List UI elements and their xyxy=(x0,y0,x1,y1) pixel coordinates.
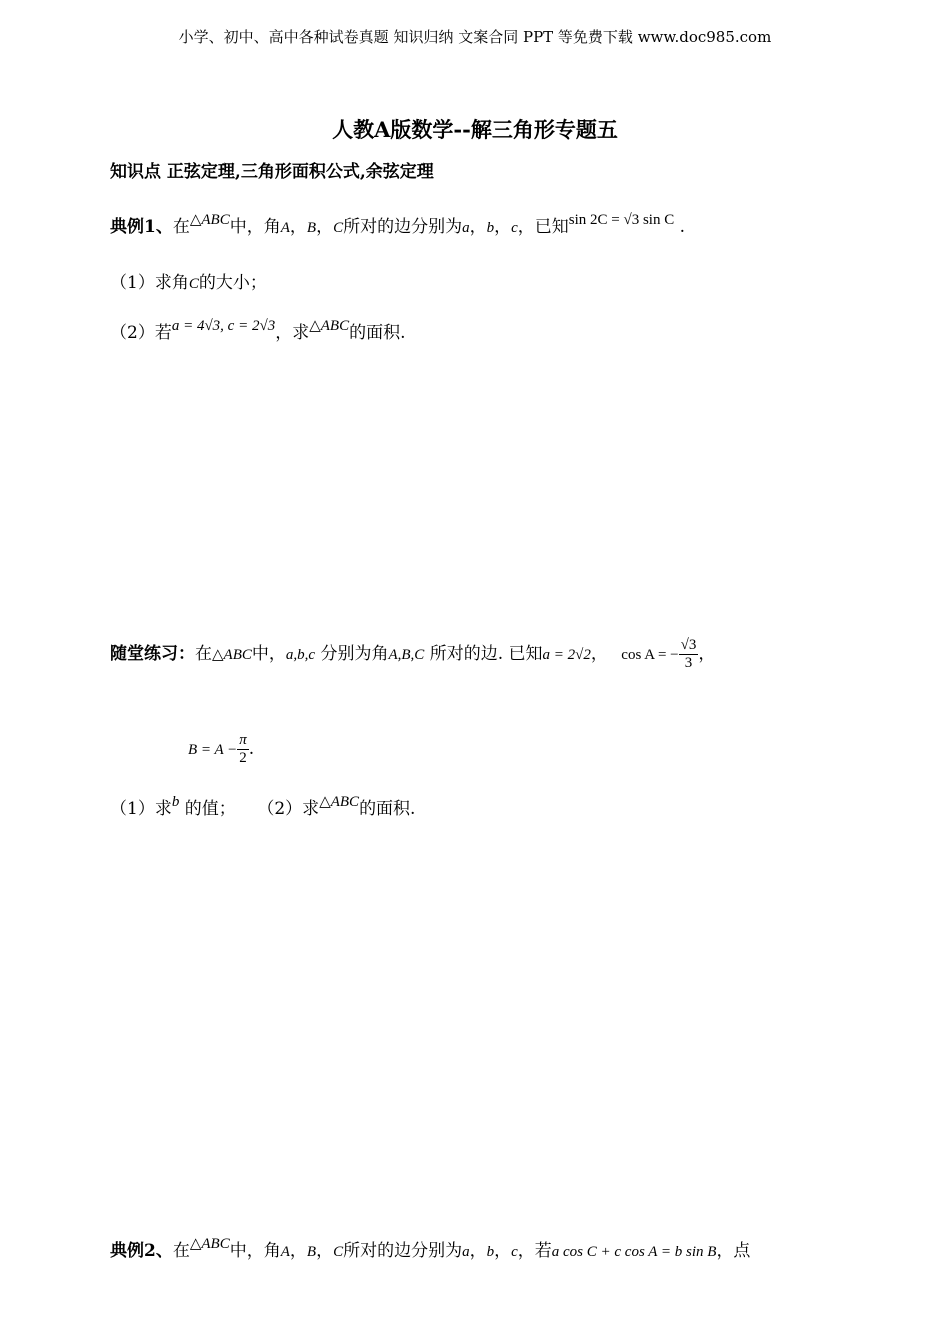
example2-formula: a cos C + c cos A = b sin B xyxy=(551,1244,717,1260)
example1-statement: 典例1、在△ABC中，角A，B，C所对的边分别为a，b，c，已知sin 2C = √3 sin C . xyxy=(110,212,686,237)
practice-b-relation: B = A − $\frac{\pi}{2}$ . xyxy=(188,732,255,766)
knowledge-point: 知识点 正弦定理,三角形面积公式,余弦定理 xyxy=(110,162,434,182)
example1-formula: sin 2C = √3 sin C xyxy=(568,212,675,228)
example2-label: 典例2、 xyxy=(110,1241,173,1261)
practice-statement: 随堂练习：在△ABC中，a,b,c 分别为角A,B,C 所对的边. 已知a = 2√2， cos A = − $\frac{√3}{3}$ ， xyxy=(110,637,716,671)
practice-pi-fraction: $\frac{\pi}{2}$ xyxy=(239,732,247,766)
practice-cos-formula: cos A = − xyxy=(621,647,679,663)
example1-question2: （2）若a = 4√3, c = 2√3，求△ABC的面积. xyxy=(110,318,406,343)
practice-a-value: a = 2√2 xyxy=(542,647,591,663)
example1-label: 典例1、 xyxy=(110,217,173,237)
example2-statement: 典例2、在△ABC中，角A，B，C所对的边分别为a，b，c，若a cos C + c cos A = b sin B，点 xyxy=(110,1236,751,1261)
practice-label: 随堂练习： xyxy=(110,644,195,664)
document-title: 人教A版数学--解三角形专题五 xyxy=(332,117,618,142)
practice-questions: （1）求b 的值； （2）求△ABC的面积. xyxy=(110,794,416,819)
practice-cos-fraction: $\frac{√3}{3}$ xyxy=(680,637,697,671)
triangle-abc: △ABC xyxy=(189,212,230,228)
example1-question1: （1）求角C的大小； xyxy=(110,273,267,293)
page-header: 小学、初中、高中各种试卷真题 知识归纳 文案合同 PPT 等免费下载 www.doc985.com xyxy=(178,28,772,46)
example1-q2-formula: a = 4√3, c = 2√3 xyxy=(171,318,276,334)
